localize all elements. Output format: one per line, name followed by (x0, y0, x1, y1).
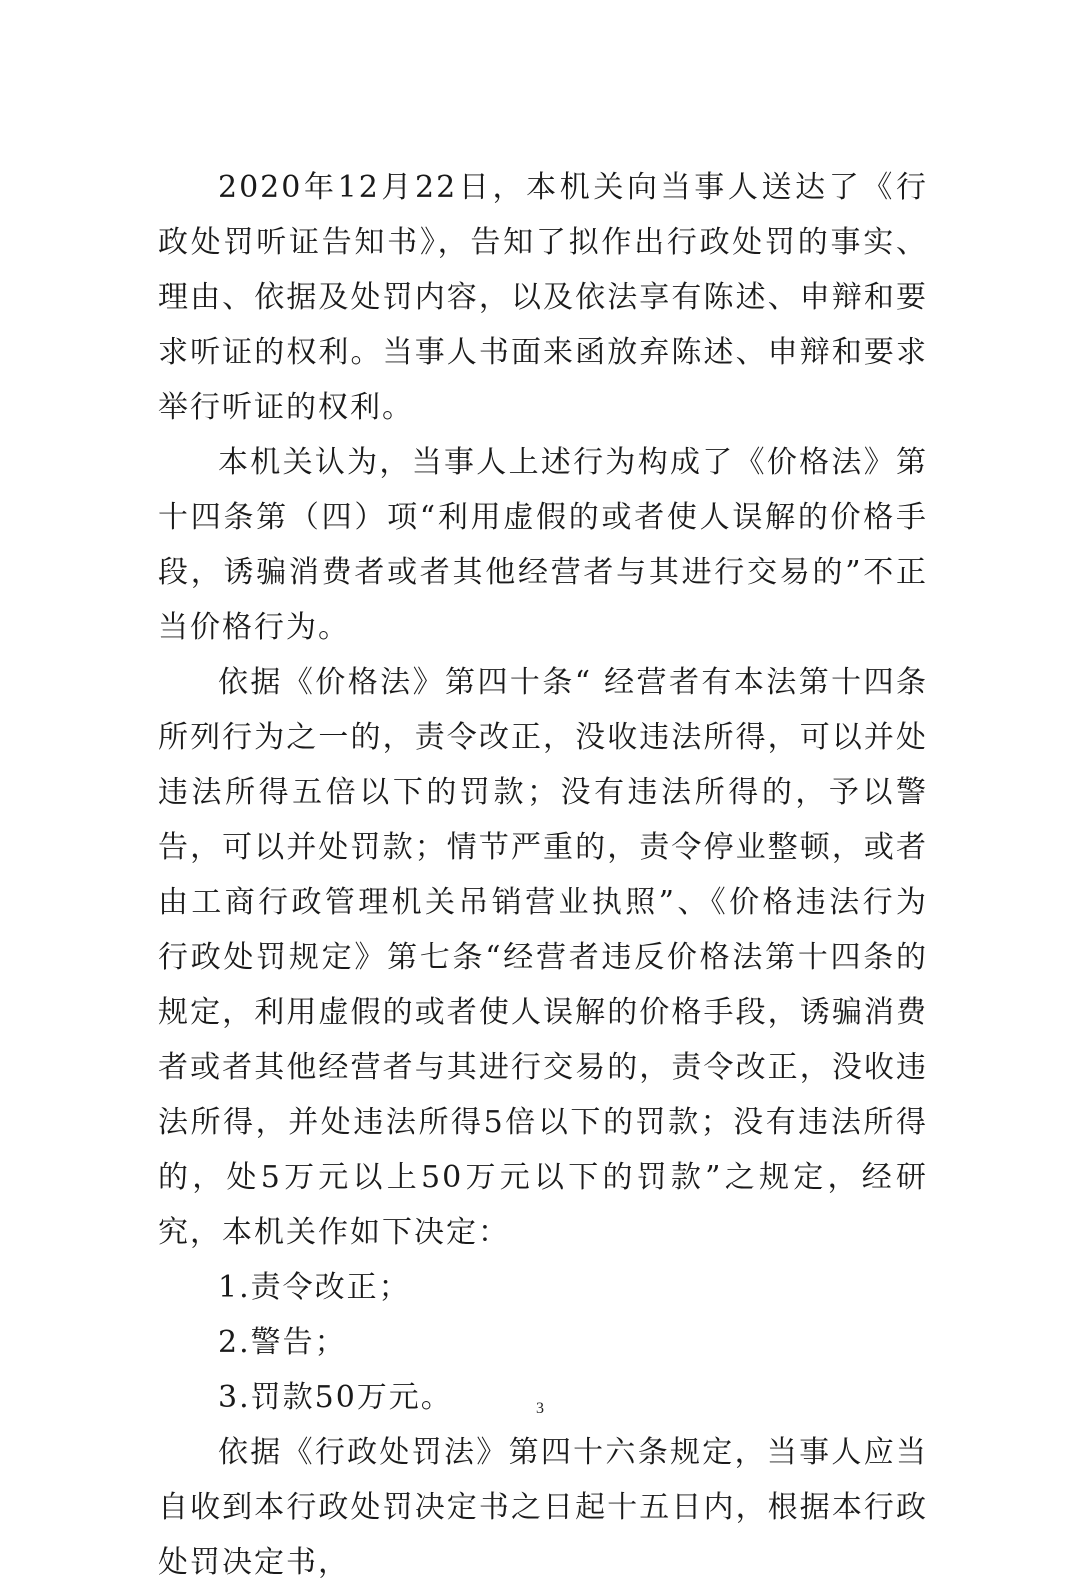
page-number: 3 (536, 1400, 544, 1417)
decision-item-3: 3.罚款50万元。 (218, 1380, 453, 1415)
document-body (158, 160, 928, 1590)
paragraph-finding: 本机关认为，当事人上述行为构成了《价格法》第十四条第（四）项“利用虚假的或者使人误解的价格手段，诱骗消费者或者其他经营者与其进行交易的”不正当价格行为。 (158, 445, 928, 645)
paragraph-payment-basis: 依据《行政处罚法》第四十六条规定，当事人应当自收到本行政处罚决定书之日起十五日内，根据本行政处罚决定书， (158, 1435, 928, 1580)
paragraph-hearing-notice: 2020年12月22日，本机关向当事人送达了《行政处罚听证告知书》，告知了拟作出行政处罚的事实、理由、依据及处罚内容，以及依法享有陈述、申辩和要求听证的权利。当事人书面来函放弃陈述、申辩和要求举行听证的权利。 (158, 170, 928, 425)
decision-item-2: 2.警告； (218, 1325, 347, 1360)
paragraph-legal-basis: 依据《价格法》第四十条“ 经营者有本法第十四条所列行为之一的，责令改正，没收违法所得，可以并处违法所得五倍以下的罚款；没有违法所得的，予以警告，可以并处罚款；情节严重的，责令停业整顿，或者由工商行政管理机关吊销营业执照”、《价格违法行为行政处罚规定》第七条“经营者违反价格法第十四条的规定，利用虚假的或者使人误解的价格手段，诱骗消费者或者其他经营者与其进行交易的，责令改正，没收违法所得，并处违法所得5倍以下的罚款；没有违法所得的，处5万元以上50万元以下的罚款”之规定，经研究，本机关作如下决定： (158, 665, 928, 1250)
decision-item-1: 1.责令改正； (218, 1270, 411, 1305)
